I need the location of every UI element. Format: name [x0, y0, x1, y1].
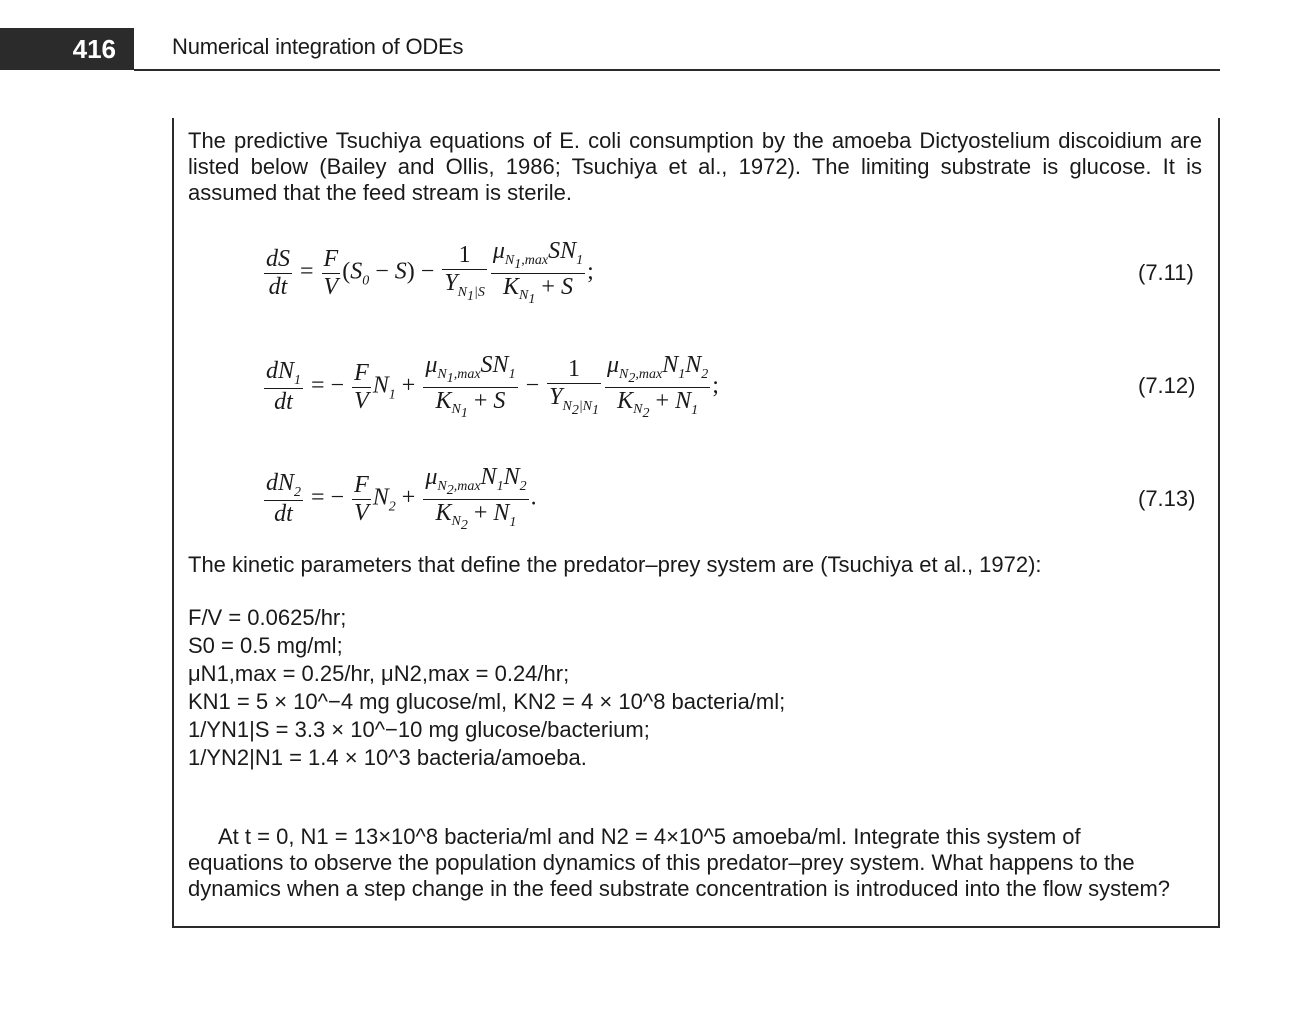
kinetic-intro: The kinetic parameters that define the predator–prey system are (Tsuchiya et al., 1972): — [188, 552, 1042, 577]
box-left-border — [172, 118, 174, 928]
page-number: 416 — [0, 28, 134, 70]
equation-7-12: $\frac{dN_1}{dt}$ = − $\frac{F}{V}$ $N_1$ + $\frac{\mu_{N_1,max}SN_1}{K_{N_1} + S}$ − $\frac{1}{Y_{N_2|N_1}}$ $\frac{\mu_{N_2,max}N_1N_2}{K_{N_2} + N_1}$ ; — [266, 352, 719, 422]
intro-paragraph — [188, 128, 1202, 206]
parameter-mu-max: μN1,max = 0.25/hr, μN2,max = 0.24/hr; — [188, 661, 570, 686]
equation-number-7-11: (7.11) — [1138, 260, 1194, 285]
parameter-s0: S0 = 0.5 mg/ml; — [188, 633, 343, 658]
parameter-y-n2-n1: 1/YN2|N1 = 1.4 × 10^3 bacteria/amoeba. — [188, 745, 587, 770]
equation-7-13: $\frac{dN_2}{dt}$ = − $\frac{F}{V}$ $N_2$ + $\frac{\mu_{N_2,max}N_1N_2}{K_{N_2} + N_1}$ . — [266, 464, 537, 534]
closing-line-2: equations to observe the population dynamics of this predator–prey system. What happens to the — [188, 850, 1135, 875]
equation-7-11: $\frac{dS}{dt}$ = $\frac{F}{V}$ $(S_0 - S)$ − $\frac{1}{Y_{N_1|S}}$ $\frac{\mu_{N_1,max}SN_1}{K_{N_1} + S}$ ; — [266, 238, 594, 308]
closing-paragraph — [188, 824, 1202, 902]
box-bottom-border — [172, 926, 1220, 928]
parameter-f-over-v: F/V = 0.0625/hr; — [188, 605, 347, 630]
intro-line-3: assumed that the feed stream is sterile. — [188, 180, 572, 205]
closing-line-3: dynamics when a step change in the feed substrate concentration is introduced into the flow system? — [188, 876, 1171, 901]
parameter-k: KN1 = 5 × 10^−4 mg glucose/ml, KN2 = 4 × 10^8 bacteria/ml; — [188, 689, 786, 714]
box-right-border — [1218, 118, 1220, 928]
running-title: Numerical integration of ODEs — [172, 34, 464, 59]
equation-number-7-12: (7.12) — [1138, 373, 1196, 398]
header-rule — [134, 69, 1220, 71]
intro-line-2: listed below (Bailey and Ollis, 1986; Tsuchiya et al., 1972). The limiting substrate is glucose. It is — [188, 154, 1202, 179]
parameter-y-n1-s: 1/YN1|S = 3.3 × 10^−10 mg glucose/bacterium; — [188, 717, 650, 742]
equation-number-7-13: (7.13) — [1138, 486, 1196, 511]
closing-line-1: At t = 0, N1 = 13×10^8 bacteria/ml and N2 = 4×10^5 amoeba/ml. Integrate this system of — [218, 824, 1081, 849]
parameter-list — [188, 604, 785, 772]
intro-line-1: The predictive Tsuchiya equations of E. coli consumption by the amoeba Dictyostelium discoidium are — [188, 128, 1202, 153]
